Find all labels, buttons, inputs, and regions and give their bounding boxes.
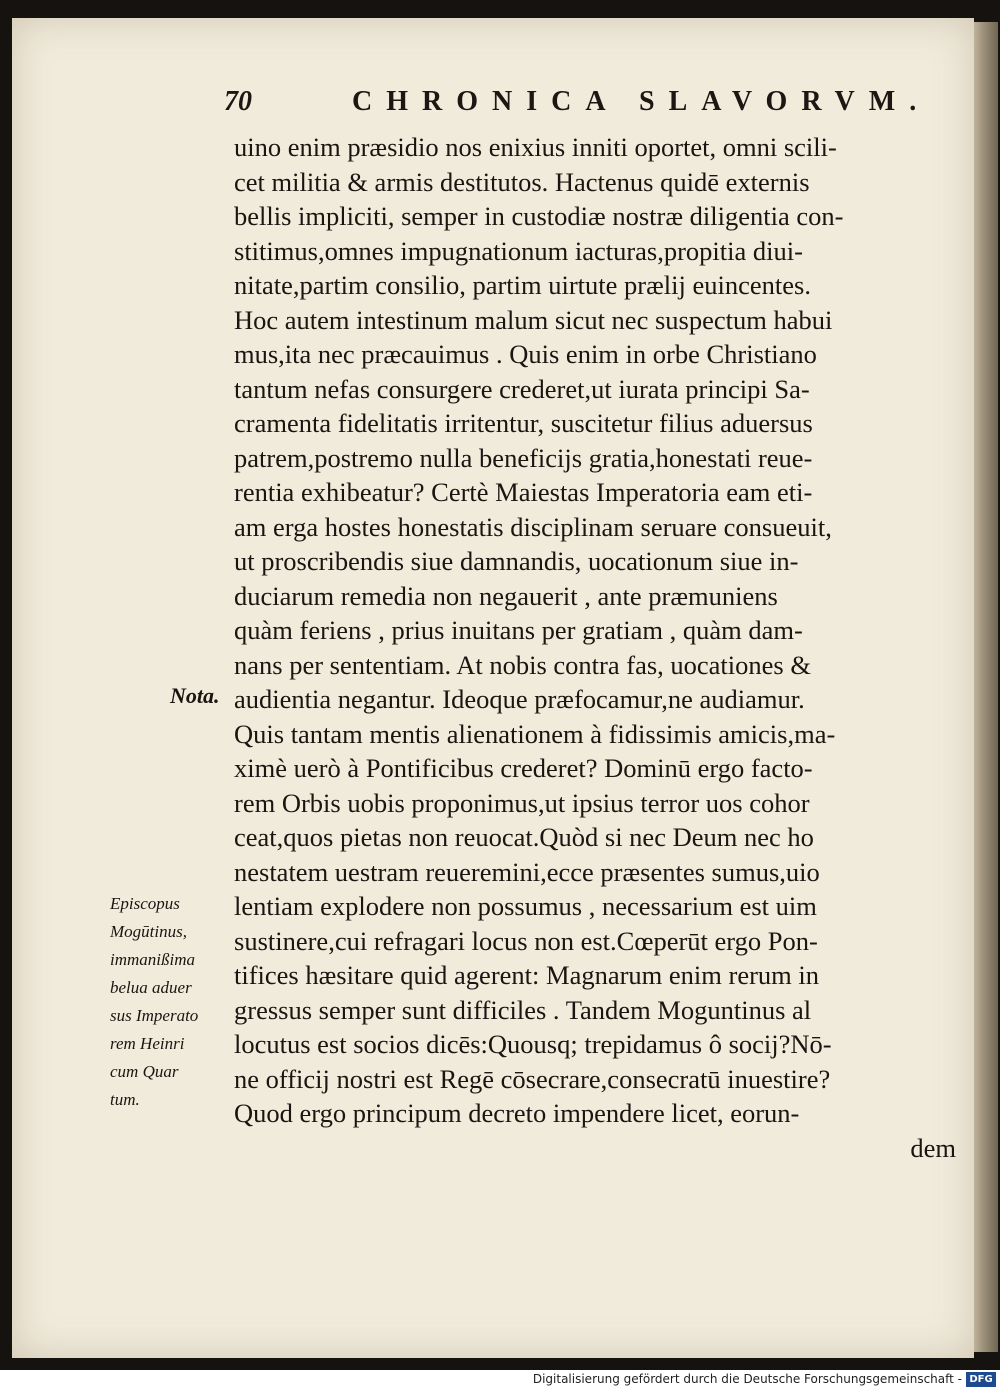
- dfg-logo: DFG: [966, 1372, 996, 1387]
- page-header: [12, 86, 974, 126]
- text-line: rentia exhibeatur? Certè Maiestas Imperatoria eam eti-: [234, 477, 813, 507]
- margin-gloss: [110, 890, 240, 1114]
- text-line: mus,ita nec præcauimus . Quis enim in orbe Christiano: [234, 339, 817, 369]
- text-line: nestatem uestram reueremini,ecce præsentes sumus,uio: [234, 856, 820, 887]
- text-line: uino enim præsidio nos enixius inniti oportet, omni scili-: [234, 132, 837, 162]
- text-line: am erga hostes honestatis disciplinam seruare consueuit,: [234, 511, 832, 542]
- running-title: CHRONICA SLAVORVM.: [352, 86, 931, 117]
- text-line: audientia negantur. Ideoque præfocamur,ne audiamur.: [234, 684, 805, 714]
- text-line: gressus semper sunt difficiles . Tandem Moguntinus al: [234, 994, 812, 1025]
- book-page: [12, 18, 974, 1358]
- margin-gloss-line: cum Quar: [110, 1062, 179, 1081]
- text-line: ceat,quos pietas non reuocat.Quòd si nec Deum nec ho: [234, 822, 814, 852]
- margin-gloss-line: belua aduer: [110, 978, 192, 997]
- margin-gloss-line: rem Heinri: [110, 1034, 185, 1053]
- catchword: dem: [910, 1132, 956, 1163]
- text-line: cramenta fidelitatis irritentur, suscitetur filius aduersus: [234, 408, 813, 438]
- body-text: [234, 130, 956, 1165]
- text-line: tifices hæsitare quid agerent: Magnarum enim rerum in: [234, 960, 820, 990]
- text-line: ximè uerò à Pontificibus crederet? Dominū ergo facto-: [234, 753, 813, 783]
- text-line: rem Orbis uobis proponimus,ut ipsius terror uos cohor: [234, 787, 810, 818]
- margin-gloss-line: Mogūtinus,: [110, 922, 187, 941]
- text-line: ut proscribendis siue damnandis, uocationum siue in-: [234, 546, 799, 576]
- margin-note-nota: Nota.: [170, 683, 220, 708]
- text-line: nans per sententiam. At nobis contra fas, uocationes &: [234, 649, 811, 680]
- page-number: 70: [224, 86, 252, 117]
- margin-gloss-line: immanißima: [110, 950, 195, 969]
- text-line: quàm feriens , prius inuitans per gratiam , quàm dam-: [234, 615, 803, 645]
- text-line: cet militia & armis destitutos. Hactenus quidē externis: [234, 166, 810, 197]
- text-line: tantum nefas consurgere crederet,ut iurata principi Sa-: [234, 373, 810, 404]
- text-line: stitimus,omnes impugnationum iacturas,propitia diui-: [234, 235, 803, 266]
- margin-gloss-line: tum.: [110, 1090, 140, 1109]
- text-line: nitate,partim consilio, partim uirtute prælij euincentes.: [234, 270, 811, 300]
- margin-gloss-line: Episcopus: [110, 894, 180, 913]
- text-line: Quis tantam mentis alienationem à fidissimis amicis,ma-: [234, 718, 836, 749]
- footer-bar: [0, 1370, 1000, 1390]
- book-page-edge: [974, 22, 998, 1352]
- text-line: ne officij nostri est Regē cōsecrare,consecratū inuestire?: [234, 1063, 831, 1094]
- text-line: Hoc autem intestinum malum sicut nec suspectum habui: [234, 304, 833, 335]
- text-line: bellis impliciti, semper in custodiæ nostræ diligentia con-: [234, 201, 844, 231]
- text-line: Quod ergo principum decreto impendere licet, eorun-: [234, 1098, 800, 1128]
- text-line: sustinere,cui refragari locus non est.Cœperūt ergo Pon-: [234, 925, 818, 956]
- text-line: patrem,postremo nulla beneficijs gratia,honestati reue-: [234, 442, 813, 473]
- margin-gloss-line: sus Imperato: [110, 1006, 199, 1025]
- text-line: locutus est socios dicēs:Quousq; trepidamus ô socij?Nō-: [234, 1029, 832, 1059]
- text-line: lentiam explodere non possumus , necessarium est uim: [234, 891, 817, 921]
- text-line: duciarum remedia non negauerit , ante præmuniens: [234, 580, 778, 611]
- funding-notice: Digitalisierung gefördert durch die Deutsche Forschungsgemeinschaft -: [532, 1372, 962, 1386]
